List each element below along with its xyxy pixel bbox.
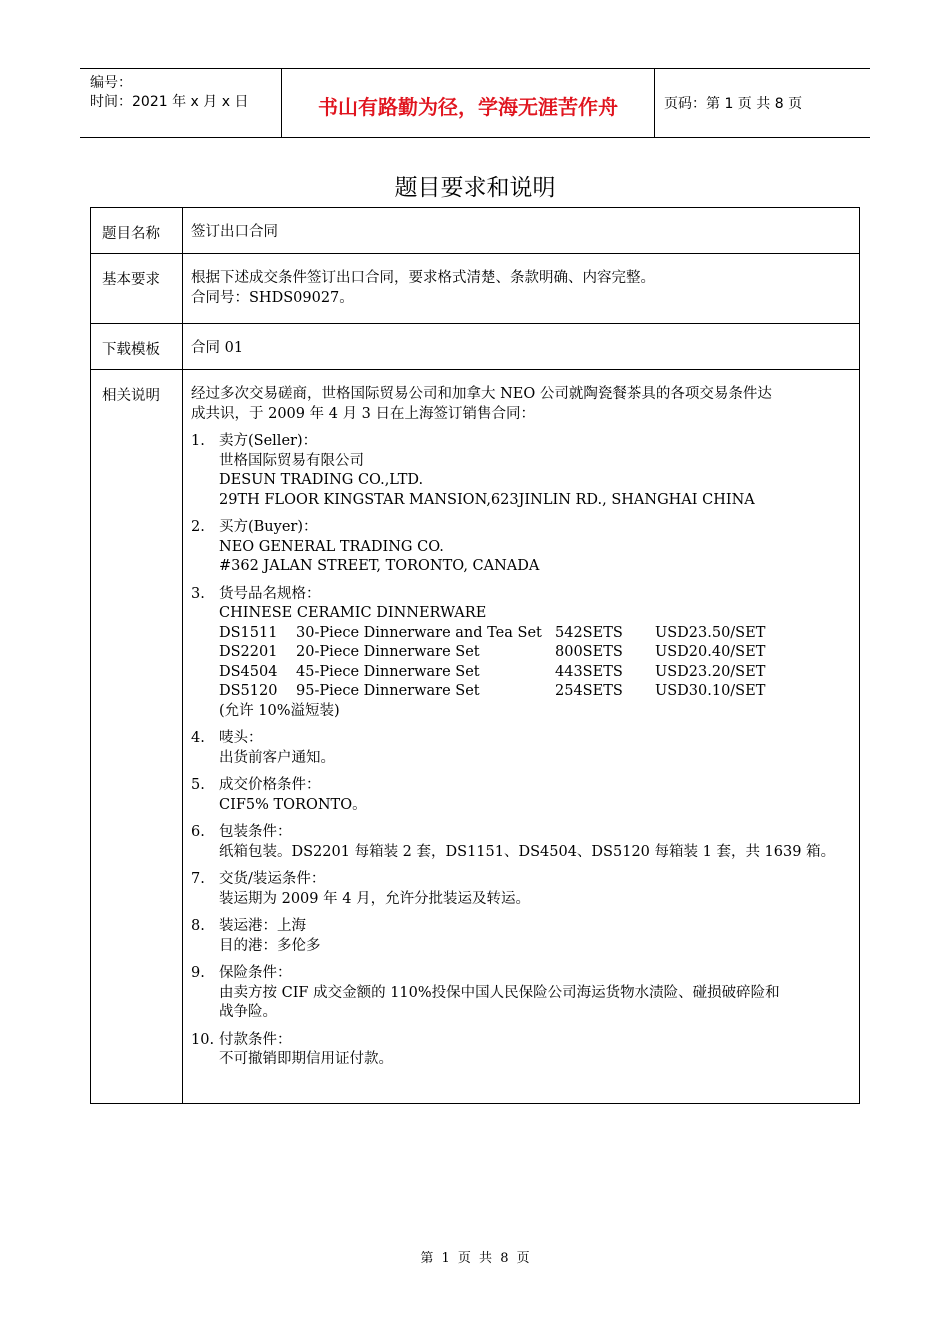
goods-row: [219, 624, 851, 644]
topic-name: 签订出口合同: [191, 224, 278, 240]
item-line: CIF5% TORONTO。: [219, 796, 367, 813]
intro-line: 成共识，于 2009 年 4 月 3 日在上海签订销售合同：: [191, 406, 536, 422]
item-title: 包装条件：: [219, 824, 292, 840]
goods-qty: 542SETS: [555, 624, 623, 641]
item-line: 目的港：多伦多: [219, 937, 321, 954]
row-value: [183, 370, 860, 1104]
list-item: [191, 964, 851, 1023]
item-line: NEO GENERAL TRADING CO.: [219, 538, 444, 555]
item-number: 10.: [191, 1031, 215, 1048]
item-line: 纸箱包装。DS2201 每箱装 2 套，DS1151、DS4504、DS5120 每箱装 1 套，共 1639 箱。: [219, 843, 836, 860]
item-line: 不可撤销即期信用证付款。: [219, 1051, 393, 1067]
item-number: 8.: [191, 918, 205, 934]
row-label: 基本要求: [91, 254, 183, 324]
item-line: #362 JALAN STREET, TORONTO, CANADA: [219, 558, 540, 574]
goods-desc: 30-Piece Dinnerware and Tea Set: [296, 624, 542, 641]
item-line: 装运期为 2009 年 4 月，允许分批装运及转运。: [219, 890, 531, 907]
header-meta: [80, 69, 281, 137]
list-item: [191, 823, 851, 862]
item-line: 由卖方按 CIF 成交金额的 110%投保中国人民保险公司海运货物水渍险、碰损破碎险和: [219, 984, 780, 1001]
page-footer: 第 1 页 共 8 页: [420, 1251, 530, 1266]
item-title: 交货/装运条件：: [219, 871, 326, 887]
goods-price: USD20.40/SET: [655, 644, 766, 660]
goods-code: DS2201: [219, 644, 278, 660]
item-number: 4.: [191, 730, 205, 746]
item-line: 29TH FLOOR KINGSTAR MANSION,623JINLIN RD., SHANGHAI CHINA: [219, 491, 755, 508]
item-title: 卖方(Seller)：: [219, 433, 318, 449]
item-number: 5.: [191, 777, 205, 793]
contract-number: 合同号：SHDS09027。: [191, 290, 354, 306]
requirement-text: 根据下述成交条件签订出口合同，要求格式清楚、条款明确、内容完整。: [191, 270, 655, 286]
table-row: [91, 208, 860, 254]
goods-price: USD23.20/SET: [655, 663, 766, 680]
item-title: 成交价格条件：: [219, 777, 321, 793]
goods-row: [219, 663, 851, 683]
table-row: [91, 324, 860, 370]
goods-code: DS4504: [219, 663, 278, 680]
item-title: 货号品名规格：: [219, 585, 321, 602]
goods-desc: 95-Piece Dinnerware Set: [296, 683, 480, 699]
item-number: 3.: [191, 585, 205, 602]
item-title: 买方(Buyer)：: [219, 519, 318, 535]
item-title: 唛头：: [219, 730, 263, 746]
requirements-table: [90, 207, 860, 1104]
item-line: CHINESE CERAMIC DINNERWARE: [219, 605, 487, 621]
item-number: 1.: [191, 433, 205, 449]
goods-desc: 20-Piece Dinnerware Set: [296, 644, 480, 660]
item-line: DESUN TRADING CO.,LTD.: [219, 472, 424, 488]
list-item: [191, 432, 851, 510]
item-title: 付款条件：: [219, 1031, 292, 1048]
row-label: 相关说明: [91, 370, 183, 1104]
goods-price: USD23.50/SET: [655, 624, 766, 641]
goods-price: USD30.10/SET: [655, 683, 766, 699]
goods-row: [219, 643, 851, 663]
row-label: 题目名称: [91, 208, 183, 254]
list-item: [191, 870, 851, 909]
list-item: [191, 917, 851, 956]
list-item: [191, 1031, 851, 1070]
item-number: 9.: [191, 965, 205, 981]
goods-code: DS1511: [219, 624, 278, 641]
item-line: 出货前客户通知。: [219, 749, 335, 766]
table-row: [91, 254, 860, 324]
list-item: [191, 729, 851, 768]
table-row: [91, 370, 860, 1104]
goods-qty: 254SETS: [555, 683, 623, 699]
goods-desc: 45-Piece Dinnerware Set: [296, 663, 480, 680]
list-item: [191, 776, 851, 815]
row-value: [183, 254, 860, 324]
row-value: [183, 324, 860, 370]
item-line: 战争险。: [219, 1004, 277, 1020]
motto-text: 书山有路勤为径，学海无涯苦作舟: [318, 95, 618, 119]
page-info: 页码：第 1 页 共 8 页: [664, 96, 803, 112]
page-title: 题目要求和说明: [394, 175, 556, 201]
row-value: [183, 208, 860, 254]
time-label: 时间：2021 年 x 月 x 日: [90, 94, 249, 110]
goods-qty: 443SETS: [555, 663, 623, 680]
template-name: 合同 01: [191, 340, 244, 356]
page-header: [80, 68, 870, 138]
intro-line: 经过多次交易磋商，世格国际贸易公司和加拿大 NEO 公司就陶瓷餐茶具的各项交易条件达: [191, 386, 772, 402]
item-number: 2.: [191, 519, 205, 535]
header-motto-cell: [281, 69, 655, 137]
number-label: 编号：: [90, 75, 132, 91]
item-title: 保险条件：: [219, 965, 292, 981]
item-note: (允许 10%溢短装): [219, 702, 340, 719]
item-line: 世格国际贸易有限公司: [219, 452, 364, 469]
list-item: [191, 585, 851, 722]
item-number: 6.: [191, 824, 205, 840]
item-number: 7.: [191, 871, 205, 887]
goods-code: DS5120: [219, 683, 278, 699]
goods-row: [219, 682, 851, 702]
row-label: 下载模板: [91, 324, 183, 370]
item-title: 装运港：上海: [219, 918, 306, 934]
list-item: [191, 518, 851, 577]
goods-qty: 800SETS: [555, 644, 623, 660]
